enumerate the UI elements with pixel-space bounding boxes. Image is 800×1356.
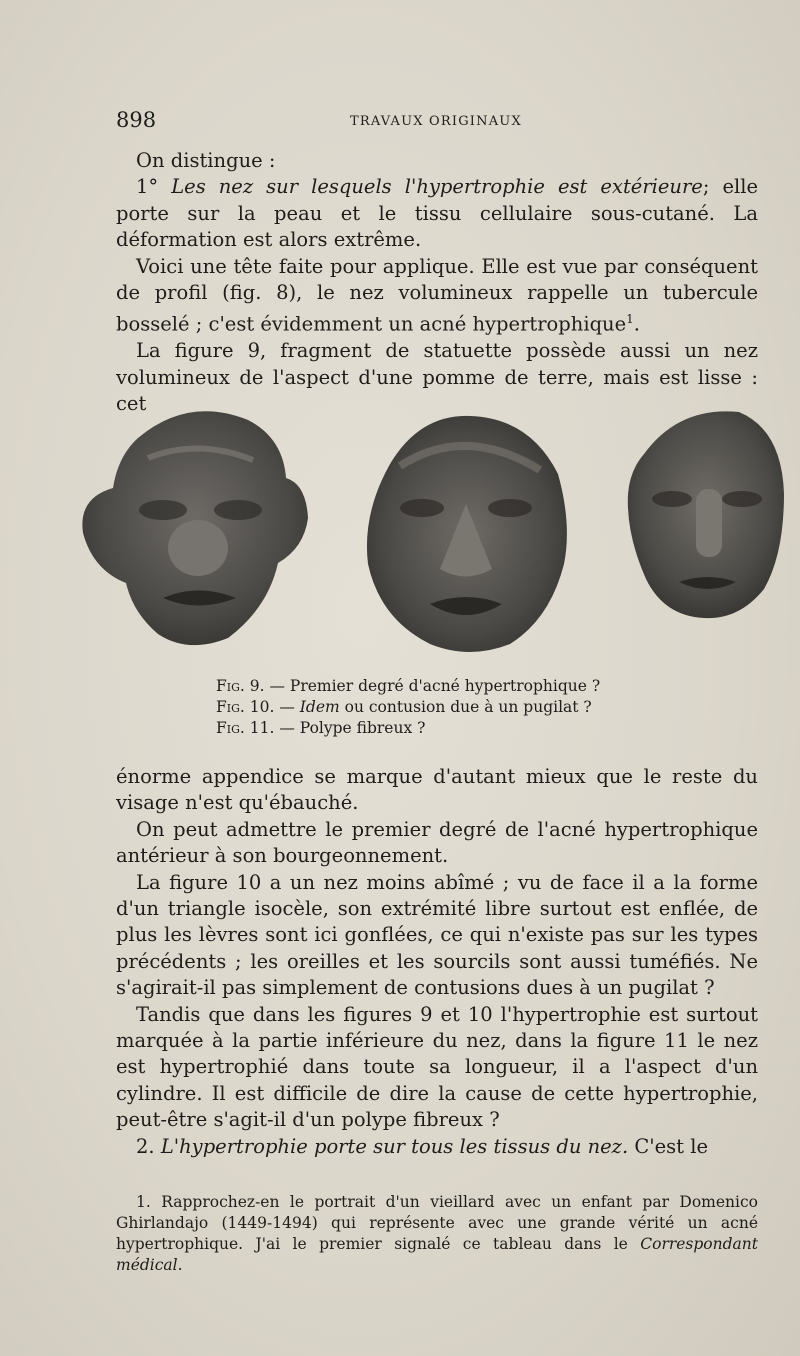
- paragraph: 1° Les nez sur lesquels l'hypertrophie est extérieure; elle porte sur la peau et le tissu cellulaire sous-cutané. La déformation est alors extrême.: [116, 175, 759, 252]
- paragraph: Tandis que dans les figures 9 et 10 l'hypertrophie est surtout marquée à la partie inférieure du nez, dans la figure 11 le nez est hypertrophié dans toute sa longueur, il a l'aspect d'un cylindre. Il est difficile de dire la cause de cette hypertrophie, peut-être s'agit-il d'un polype fibreux ?: [116, 1002, 758, 1132]
- caption-fig-10: Fig. 10. — Idem ou contusion due à un pugilat ?: [216, 698, 592, 716]
- footnote-ref: 1: [626, 312, 634, 327]
- figure-10-image: [360, 404, 572, 658]
- paragraph: 2. L'hypertrophie porte sur tous les tissus du nez. C'est le: [136, 1134, 708, 1158]
- paragraph: Voici une tête faite pour applique. Elle est vue par conséquent de profil (fig. 8), le nez volumineux rappelle un tubercule bosselé ; c'est évidemment un acné hypertrophique$^1$.: [116, 254, 758, 336]
- paragraph: On distingue :: [136, 149, 276, 172]
- caption-fig-9: Fig. 9. — Premier degré d'acné hypertrophique ?: [216, 677, 601, 695]
- figure-11-image: [624, 404, 786, 622]
- paragraph: On peut admettre le premier degré de l'acné hypertrophique antérieur à son bourgeonnement.: [116, 817, 758, 868]
- italic-phrase: Les nez sur lesquels l'hypertrophie est extérieure: [171, 175, 703, 199]
- figure-captions: [216, 676, 600, 739]
- footnote: 1. Rapprochez-en le portrait d'un vieillard avec un enfant par Domenico Ghirlandajo (1449-1494) qui représente avec une grande vérité un acné hypertrophique. J'ai le premier signalé ce tableau dans le Correspondant médical.: [116, 1193, 758, 1274]
- running-head: TRAVAUX ORIGINAUX: [350, 114, 522, 129]
- paragraph: La figure 10 a un nez moins abîmé ; vu de face il a la forme d'un triangle isocèle, son extrémité libre surtout est enflée, de plus les lèvres sont ici gonflées, ce qui n'existe pas sur les types précédents ; les oreilles et les sourcils sont aussi tuméfiés. Ne s'agirait-il pas simplement de contusions dues à un pugilat ?: [116, 870, 758, 1000]
- paragraph: énorme appendice se marque d'autant mieux que le reste du visage n'est qu'ébauché.: [116, 765, 758, 815]
- paragraph: La figure 9, fragment de statuette possède aussi un nez volumineux de l'aspect d'une pomme de terre, mais est lisse : cet: [116, 339, 758, 416]
- body-text-top: [116, 148, 758, 418]
- caption-fig-11: Fig. 11. — Polype fibreux ?: [216, 719, 426, 737]
- figure-plate: [78, 398, 786, 660]
- italic-phrase: L'hypertrophie porte sur tous les tissus du nez.: [160, 1134, 629, 1158]
- figure-9-image: [78, 398, 310, 654]
- page-header: [116, 108, 756, 138]
- body-text-bottom: [116, 764, 758, 1160]
- page-number: 898: [116, 108, 157, 132]
